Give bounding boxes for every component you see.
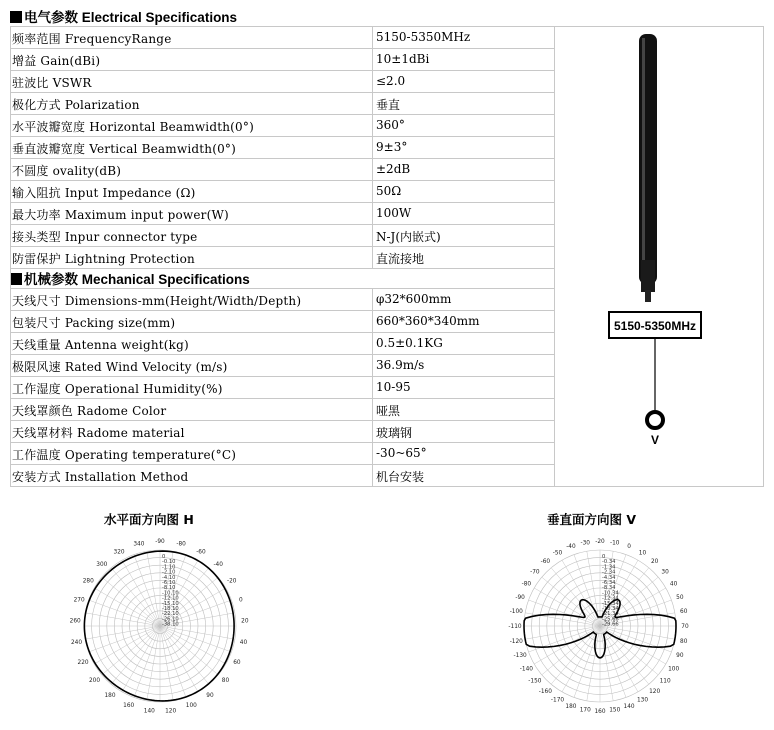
angle-label: 20 [650,558,659,565]
angle-label: 160 [123,703,135,710]
grid-line [10,486,764,487]
antenna-connector [645,290,651,302]
spec-value: 玻璃钢 [376,426,413,440]
grid-line [10,246,554,247]
grid-line [10,376,554,377]
ring-label: -18.10 [162,606,179,612]
spec-value: 9±3° [376,140,408,154]
table-row [10,421,554,443]
angle-label: -110 [508,624,522,630]
spec-label: 天线罩颜色 Radome Color [12,404,167,418]
angle-label: 270 [73,597,85,604]
ring-label: -0.10 [162,559,176,566]
ring-label: -29.66 [602,621,619,628]
grid-line [10,464,554,465]
spec-label: 驻波比 VSWR [12,76,92,90]
spec-value: 垂直 [376,98,401,112]
ring-label: -15.34 [602,600,619,607]
grid-line [10,158,554,159]
antenna-highlight [642,38,645,278]
spec-value: N-J(内嵌式) [376,230,441,244]
spec-value: 5150-5350MHz [376,30,471,44]
spec-label: 防雷保护 Lightning Protection [12,252,195,266]
spec-label: 增益 Gain(dBi) [12,54,101,68]
heading-square-icon [10,11,22,23]
spec-label: 天线重量 Antenna weight(kg) [12,338,189,352]
ring-label: -4.34 [602,574,616,581]
spec-label: 不圆度 ovality(dB) [12,164,122,178]
ring-label: -25.66 [602,616,619,623]
angle-label: 180 [104,692,116,699]
angle-label: 80 [221,678,230,685]
grid-line [10,92,554,93]
angle-label: 90 [676,653,684,660]
spec-value: 哑黑 [376,404,401,418]
angle-label: 0 [627,544,631,551]
grid-line [10,202,554,203]
spec-label: 频率范围 FrequencyRange [12,32,172,46]
spec-label: 工作湿度 Operational Humidity(%) [12,382,223,396]
angle-label: 170 [579,707,591,714]
grid-line [372,26,373,268]
angle-label: 40 [669,581,678,588]
ring-label: -6.10 [162,580,176,586]
grid-line [10,70,554,71]
spec-value: ±2dB [376,162,411,176]
spec-value: 100W [376,206,412,220]
angle-label: 0 [238,597,243,604]
angle-label: 160 [594,709,606,715]
angle-label: -30 [580,540,590,547]
angle-label: 300 [96,562,108,569]
angle-label: 140 [143,708,155,715]
grid-line [10,26,764,27]
grid-line [10,398,554,399]
table-row [10,377,554,399]
vertical-pattern-plot [510,536,690,716]
angle-label: 20 [241,618,249,625]
grid-line [10,26,11,487]
table-row [10,181,554,203]
spec-label: 天线尺寸 Dimensions-mm(Height/Width/Depth) [12,294,302,308]
angle-label: -70 [530,569,540,576]
angle-label: 60 [233,660,241,667]
ring-label: -21.34 [602,611,619,618]
angle-label: 280 [82,578,94,585]
angle-label: 30 [661,569,669,576]
antenna-radome [639,34,657,284]
spec-value: 机台安装 [376,470,425,484]
angle-label: 80 [680,638,688,645]
angle-label: -60 [540,558,551,565]
grid-line [10,442,554,443]
table-row [10,71,554,93]
angle-label: -60 [196,549,206,556]
vertical-pattern-title: 垂直面方向图 V [547,512,637,527]
ring-label: -2.10 [162,569,176,576]
spec-label: 接头类型 Inpur connector type [12,230,198,244]
ring-label: -15.10 [162,600,179,607]
angle-label: 100 [185,703,197,710]
spec-label: 天线罩材料 Radome material [12,426,185,440]
ring-label: 0 [162,554,166,560]
grid-line [10,268,554,269]
spec-value: ≤2.0 [376,74,406,88]
angle-label: 70 [681,624,689,630]
ring-label: -0.34 [602,559,616,566]
angle-label: -10 [610,540,620,547]
ring-label: -26.10 [162,616,179,623]
table-row [10,159,554,181]
angle-label: 50 [676,594,684,601]
angle-label: -90 [515,594,525,601]
angle-label: -130 [513,653,527,660]
angle-label: -140 [519,666,533,673]
grid-line [10,354,554,355]
table-row [10,93,554,115]
ring-label: -12.10 [162,595,179,602]
grid-line [10,288,554,289]
table-row [10,137,554,159]
horizontal-pattern-title: 水平面方向图 H [104,512,194,527]
spec-value: 36.9m/s [376,358,425,372]
angle-label: -40 [213,562,223,569]
spec-value: 660*360*340mm [376,314,480,328]
polarization-marker-icon [647,412,663,428]
heading-square-icon [10,273,22,285]
ring-label: -4.10 [162,574,176,581]
angle-label: 130 [636,697,649,704]
spec-value: φ32*600mm [376,292,452,306]
grid-line [10,332,554,333]
angle-label: 150 [609,707,621,714]
angle-label: 140 [623,703,635,710]
spec-value: 50Ω [376,184,402,198]
polarization-mark: V [650,433,660,447]
angle-label: -20 [595,539,605,545]
spec-label: 水平波瓣宽度 Horizontal Beamwidth(0°) [12,120,254,134]
angle-label: -80 [521,581,532,588]
angle-label: 90 [206,692,214,699]
angle-label: -80 [176,541,186,548]
electrical-heading [10,6,554,26]
polar-grid [521,550,676,702]
angle-label: -150 [528,678,542,685]
table-row [10,333,554,355]
table-row [10,289,554,311]
electrical-heading-text: 电气参数 Electrical Specifications [24,10,238,25]
angle-label: -40 [566,544,576,551]
ring-label: -8.10 [162,585,176,592]
ring-label: -18.34 [602,606,619,612]
angle-label: 260 [69,618,81,625]
spec-label: 垂直波瓣宽度 Vertical Beamwidth(0°) [12,142,236,156]
grid-line [10,136,554,137]
angle-label: 110 [659,678,671,685]
table-row [10,115,554,137]
antenna-product-image [545,28,763,484]
ring-label: -10.34 [602,590,619,597]
angle-label: 320 [113,549,125,556]
angle-label: -50 [552,550,563,557]
ring-label: -2.34 [602,569,616,576]
angle-label: 60 [680,609,688,616]
grid-line [763,26,764,487]
table-row [10,399,554,421]
spec-label: 最大功率 Maximum input power(W) [12,208,229,222]
angle-label: 120 [165,708,177,715]
angle-label: 100 [668,666,680,673]
angle-label: -160 [538,689,552,696]
freq-label: 5150-5350MHz [613,319,697,333]
angle-label: 10 [638,550,647,557]
spec-value: 10±1dBi [376,52,430,66]
grid-line [10,180,554,181]
spec-label: 工作温度 Operating temperature(°C) [12,448,237,462]
grid-line [372,288,373,487]
spec-label: 输入阻抗 Input Impedance (Ω) [12,186,196,200]
horizontal-pattern-plot [70,536,250,716]
ring-label: -22.10 [162,611,179,618]
angle-label: 240 [70,639,83,646]
grid-line [10,48,554,49]
ring-label: -12.34 [602,595,619,602]
table-row [10,27,554,49]
angle-label: -170 [550,697,565,704]
ring-label: -38.10 [162,621,179,628]
angle-label: 40 [239,639,248,646]
angle-label: -20 [227,578,237,585]
spec-label: 极化方式 Polarization [12,98,140,112]
antenna-base [641,260,655,292]
grid-line [10,420,554,421]
spec-value: 360° [376,118,405,132]
angle-label: -100 [509,609,523,616]
angle-label: 220 [77,660,89,667]
table-row [10,355,554,377]
spec-value: -30~65° [376,446,427,460]
angle-label: -120 [509,638,523,645]
mechanical-heading-text: 机械参数 Mechanical Specifications [24,272,250,287]
ring-label: -6.34 [602,580,616,586]
spec-value: 0.5±0.1KG [376,336,443,350]
grid-line [10,114,554,115]
spec-value: 10-95 [376,380,411,394]
table-row [10,247,554,269]
angle-label: 120 [649,689,661,696]
angle-label: -90 [155,539,165,545]
table-row [10,225,554,247]
ring-label: -1.34 [602,564,616,571]
grid-line [10,224,554,225]
grid-line [10,310,554,311]
table-row [10,443,554,465]
angle-label: 340 [133,541,145,548]
angle-label: 200 [88,678,101,685]
spec-value: 直流接地 [376,252,425,266]
spec-label: 极限风速 Rated Wind Velocity (m/s) [12,360,228,374]
spec-label: 包装尺寸 Packing size(mm) [12,316,176,330]
spec-label: 安装方式 Installation Method [12,470,189,484]
table-row [10,203,554,225]
mechanical-heading [10,268,554,288]
angle-label: 180 [565,703,577,710]
table-row [10,49,554,71]
table-row [10,311,554,333]
ring-label: -8.34 [602,585,616,592]
ring-label: 0 [602,554,606,560]
ring-label: -1.10 [162,564,176,571]
table-row [10,465,554,487]
ring-label: -10.10 [162,590,179,597]
